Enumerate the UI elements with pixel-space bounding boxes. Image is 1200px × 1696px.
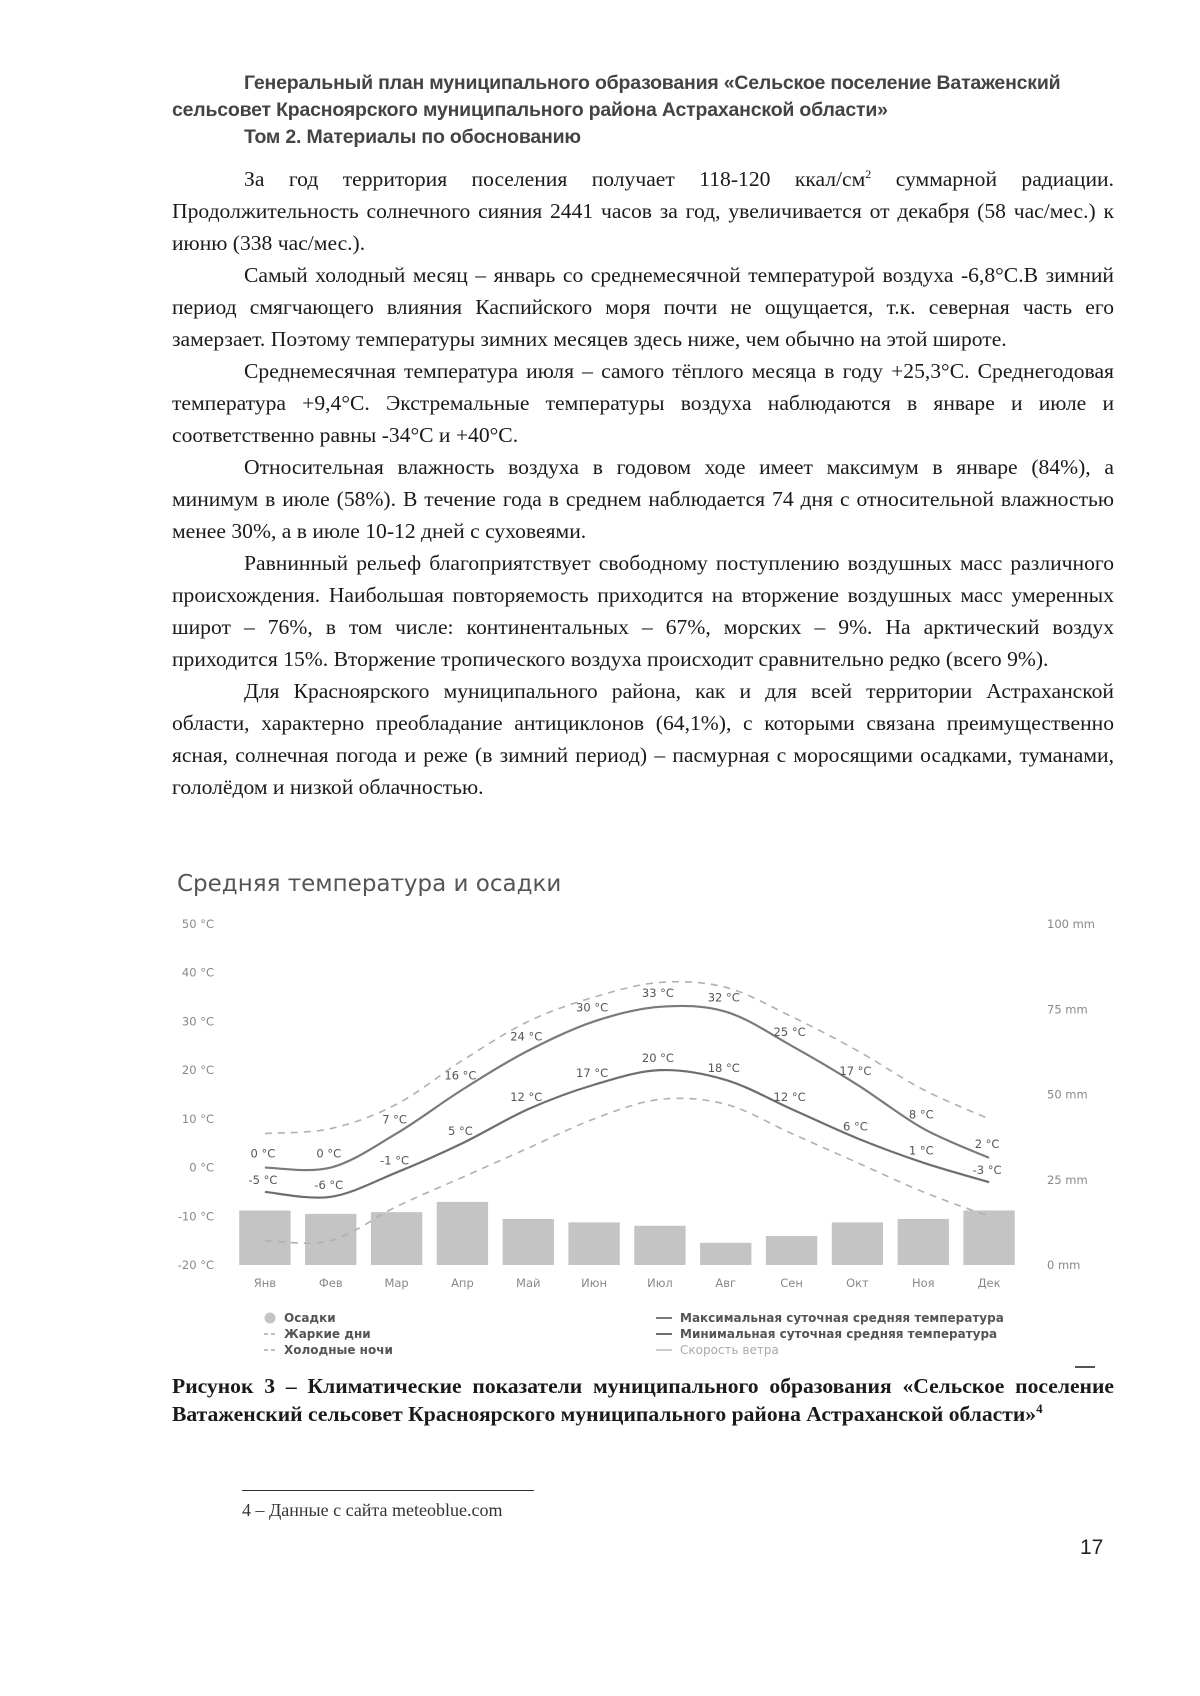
data-label: 17 °C	[839, 1063, 872, 1078]
data-label: 17 °C	[576, 1065, 609, 1080]
dash-mark	[1075, 1366, 1095, 1368]
precipitation-bar	[437, 1202, 488, 1265]
x-tick-label: Май	[516, 1276, 541, 1290]
climate-chart	[172, 900, 1122, 1370]
y-left-tick-label: -20 °C	[177, 1258, 214, 1272]
y-left-tick-label: 30 °C	[181, 1014, 214, 1029]
paragraph-air-masses: Равнинный рельеф благоприятствует свободному поступлению воздушных масс различного происхождения. Наибольшая повторяемость приходится на вторжение воздушных масс умеренных широт – 76%, в том числе: континентальных – 67%, морских – 9%. На арктический воздух приходится 15%. Вторжение тропического воздуха происходит сравнительно редко (всего 9%).	[172, 551, 1114, 671]
x-tick-label: Дек	[977, 1276, 1001, 1290]
data-label: 12 °C	[510, 1090, 543, 1105]
x-tick-label: Янв	[253, 1276, 277, 1290]
precipitation-bar	[503, 1219, 554, 1265]
y-right-tick-label: 50 mm	[1047, 1087, 1088, 1102]
data-label: 6 °C	[843, 1119, 868, 1134]
legend-label: Скорость ветра	[680, 1343, 779, 1357]
x-tick-label: Мар	[384, 1276, 409, 1290]
header-line-3: Том 2. Материалы по обоснованию	[244, 126, 581, 148]
data-label: -5 °C	[248, 1172, 278, 1187]
header-line-2: сельсовет Красноярского муниципального района Астраханской области»	[172, 99, 888, 121]
y-right-tick-label: 0 mm	[1047, 1258, 1081, 1272]
series-line	[265, 1006, 989, 1170]
x-tick-label: Июл	[647, 1276, 673, 1290]
y-left-tick-label: -10 °C	[177, 1209, 214, 1224]
precipitation-bar	[700, 1243, 751, 1265]
legend-label: Минимальная суточная средняя температура	[680, 1327, 998, 1341]
x-tick-label: Апр	[451, 1276, 474, 1290]
x-tick-label: Ноя	[911, 1276, 935, 1290]
data-label: 18 °C	[707, 1060, 740, 1075]
body-text	[172, 163, 1114, 803]
series-line-dashed	[265, 982, 989, 1134]
y-left-tick-label: 0 °C	[189, 1160, 214, 1175]
chart-title: Средняя температура и осадки	[177, 871, 562, 897]
legend-dot-precipitation	[265, 1313, 276, 1324]
x-tick-label: Сен	[780, 1276, 803, 1290]
data-label: 16 °C	[444, 1068, 477, 1083]
figure-caption: Рисунок 3 – Климатические показатели муниципального образования «Сельское поселение Ватаженский сельсовет Красноярского муниципального района Астраханской области»$^4$	[172, 1374, 1114, 1426]
data-label: 1 °C	[908, 1143, 934, 1158]
paragraph-july-temperature: Среднемесячная температура июля – самого тёплого месяца в году +25,3°С. Среднегодовая температура +9,4°С. Экстремальные температуры воздуха наблюдаются в январе и июле и соответственно равны -34°С и +40°С.	[172, 359, 1114, 447]
legend-label: Максимальная суточная средняя температура	[680, 1311, 1004, 1325]
precipitation-bar	[305, 1214, 356, 1265]
data-label: 30 °C	[576, 1000, 609, 1015]
y-left-tick-label: 40 °C	[181, 965, 214, 980]
precipitation-bar	[371, 1212, 422, 1265]
paragraph-humidity: Относительная влажность воздуха в годовом ходе имеет максимум в январе (84%), а минимум в июле (58%). В течение года в среднем наблюдается 74 дня с относительной влажностью менее 30%, а в июле 10-12 дней с суховеями.	[172, 455, 1114, 543]
legend-label: Осадки	[284, 1311, 336, 1325]
x-tick-label: Июн	[581, 1276, 607, 1290]
paragraph-anticyclones: Для Красноярского муниципального района, как и для всей территории Астраханской области, характерно преобладание антициклонов (64,1%), с которыми связана преимущественно ясная, солнечная погода и реже (в зимний период) – пасмурная с моросящими осадками, туманами, гололёдом и низкой облачностью.	[172, 679, 1114, 799]
precipitation-bar	[568, 1222, 619, 1265]
data-label: -3 °C	[972, 1163, 1002, 1178]
y-right-tick-label: 75 mm	[1047, 1002, 1088, 1017]
y-right-tick-label: 25 mm	[1047, 1172, 1088, 1187]
precipitation-bar	[963, 1210, 1014, 1265]
precipitation-bar	[898, 1219, 949, 1265]
x-tick-label: Фев	[318, 1276, 343, 1290]
series-line	[265, 1070, 989, 1198]
page-number: 17	[1080, 1536, 1104, 1559]
data-label: 2 °C	[974, 1136, 1000, 1151]
data-label: -6 °C	[314, 1177, 344, 1192]
precipitation-bar	[239, 1210, 290, 1265]
y-left-tick-label: 20 °C	[181, 1063, 214, 1078]
data-label: 0 °C	[316, 1146, 342, 1161]
x-tick-label: Авг	[715, 1276, 737, 1290]
x-tick-label: Окт	[846, 1276, 869, 1290]
legend-label: Холодные ночи	[284, 1343, 393, 1357]
precipitation-bar	[634, 1226, 685, 1265]
precipitation-bar	[766, 1236, 817, 1265]
precipitation-bar	[832, 1222, 883, 1265]
paragraph-cold-month: Самый холодный месяц – январь со среднемесячной температурой воздуха -6,8°С.В зимний период смягчающего влияния Каспийского моря почти не ощущается, т.к. северная часть его замерзает. Поэтому температуры зимних месяцев здесь ниже, чем обычно на этой широте.	[172, 263, 1114, 351]
data-label: 0 °C	[250, 1146, 276, 1161]
data-label: 7 °C	[382, 1112, 407, 1127]
data-label: 5 °C	[448, 1124, 473, 1139]
paragraph-radiation: За год территория поселения получает 118-120 ккал/$см^2$ суммарной радиации. Продолжительность солнечного сияния 2441 часов за год, увеличивается от декабря (58 час/мес.) к июню (338 час/мес.).	[172, 166, 1115, 255]
legend-label: Жаркие дни	[284, 1327, 371, 1341]
data-label: 33 °C	[641, 985, 674, 1000]
data-label: 8 °C	[908, 1107, 934, 1122]
footnote-rule	[242, 1490, 534, 1491]
y-left-tick-label: 50 °C	[181, 917, 214, 931]
footnote: 4 – Данные с сайта meteoblue.com	[242, 1500, 503, 1520]
data-label: 20 °C	[641, 1051, 674, 1066]
data-label: 12 °C	[773, 1090, 806, 1105]
data-label: -1 °C	[380, 1153, 410, 1168]
data-label: 24 °C	[510, 1029, 543, 1044]
y-left-tick-label: 10 °C	[181, 1111, 214, 1126]
y-right-tick-label: 100 mm	[1047, 917, 1096, 931]
data-label: 32 °C	[707, 990, 740, 1005]
header-line-1: Генеральный план муниципального образования «Сельское поселение Ватаженский	[244, 72, 1061, 94]
data-label: 25 °C	[773, 1024, 806, 1039]
document-header	[172, 70, 1114, 151]
